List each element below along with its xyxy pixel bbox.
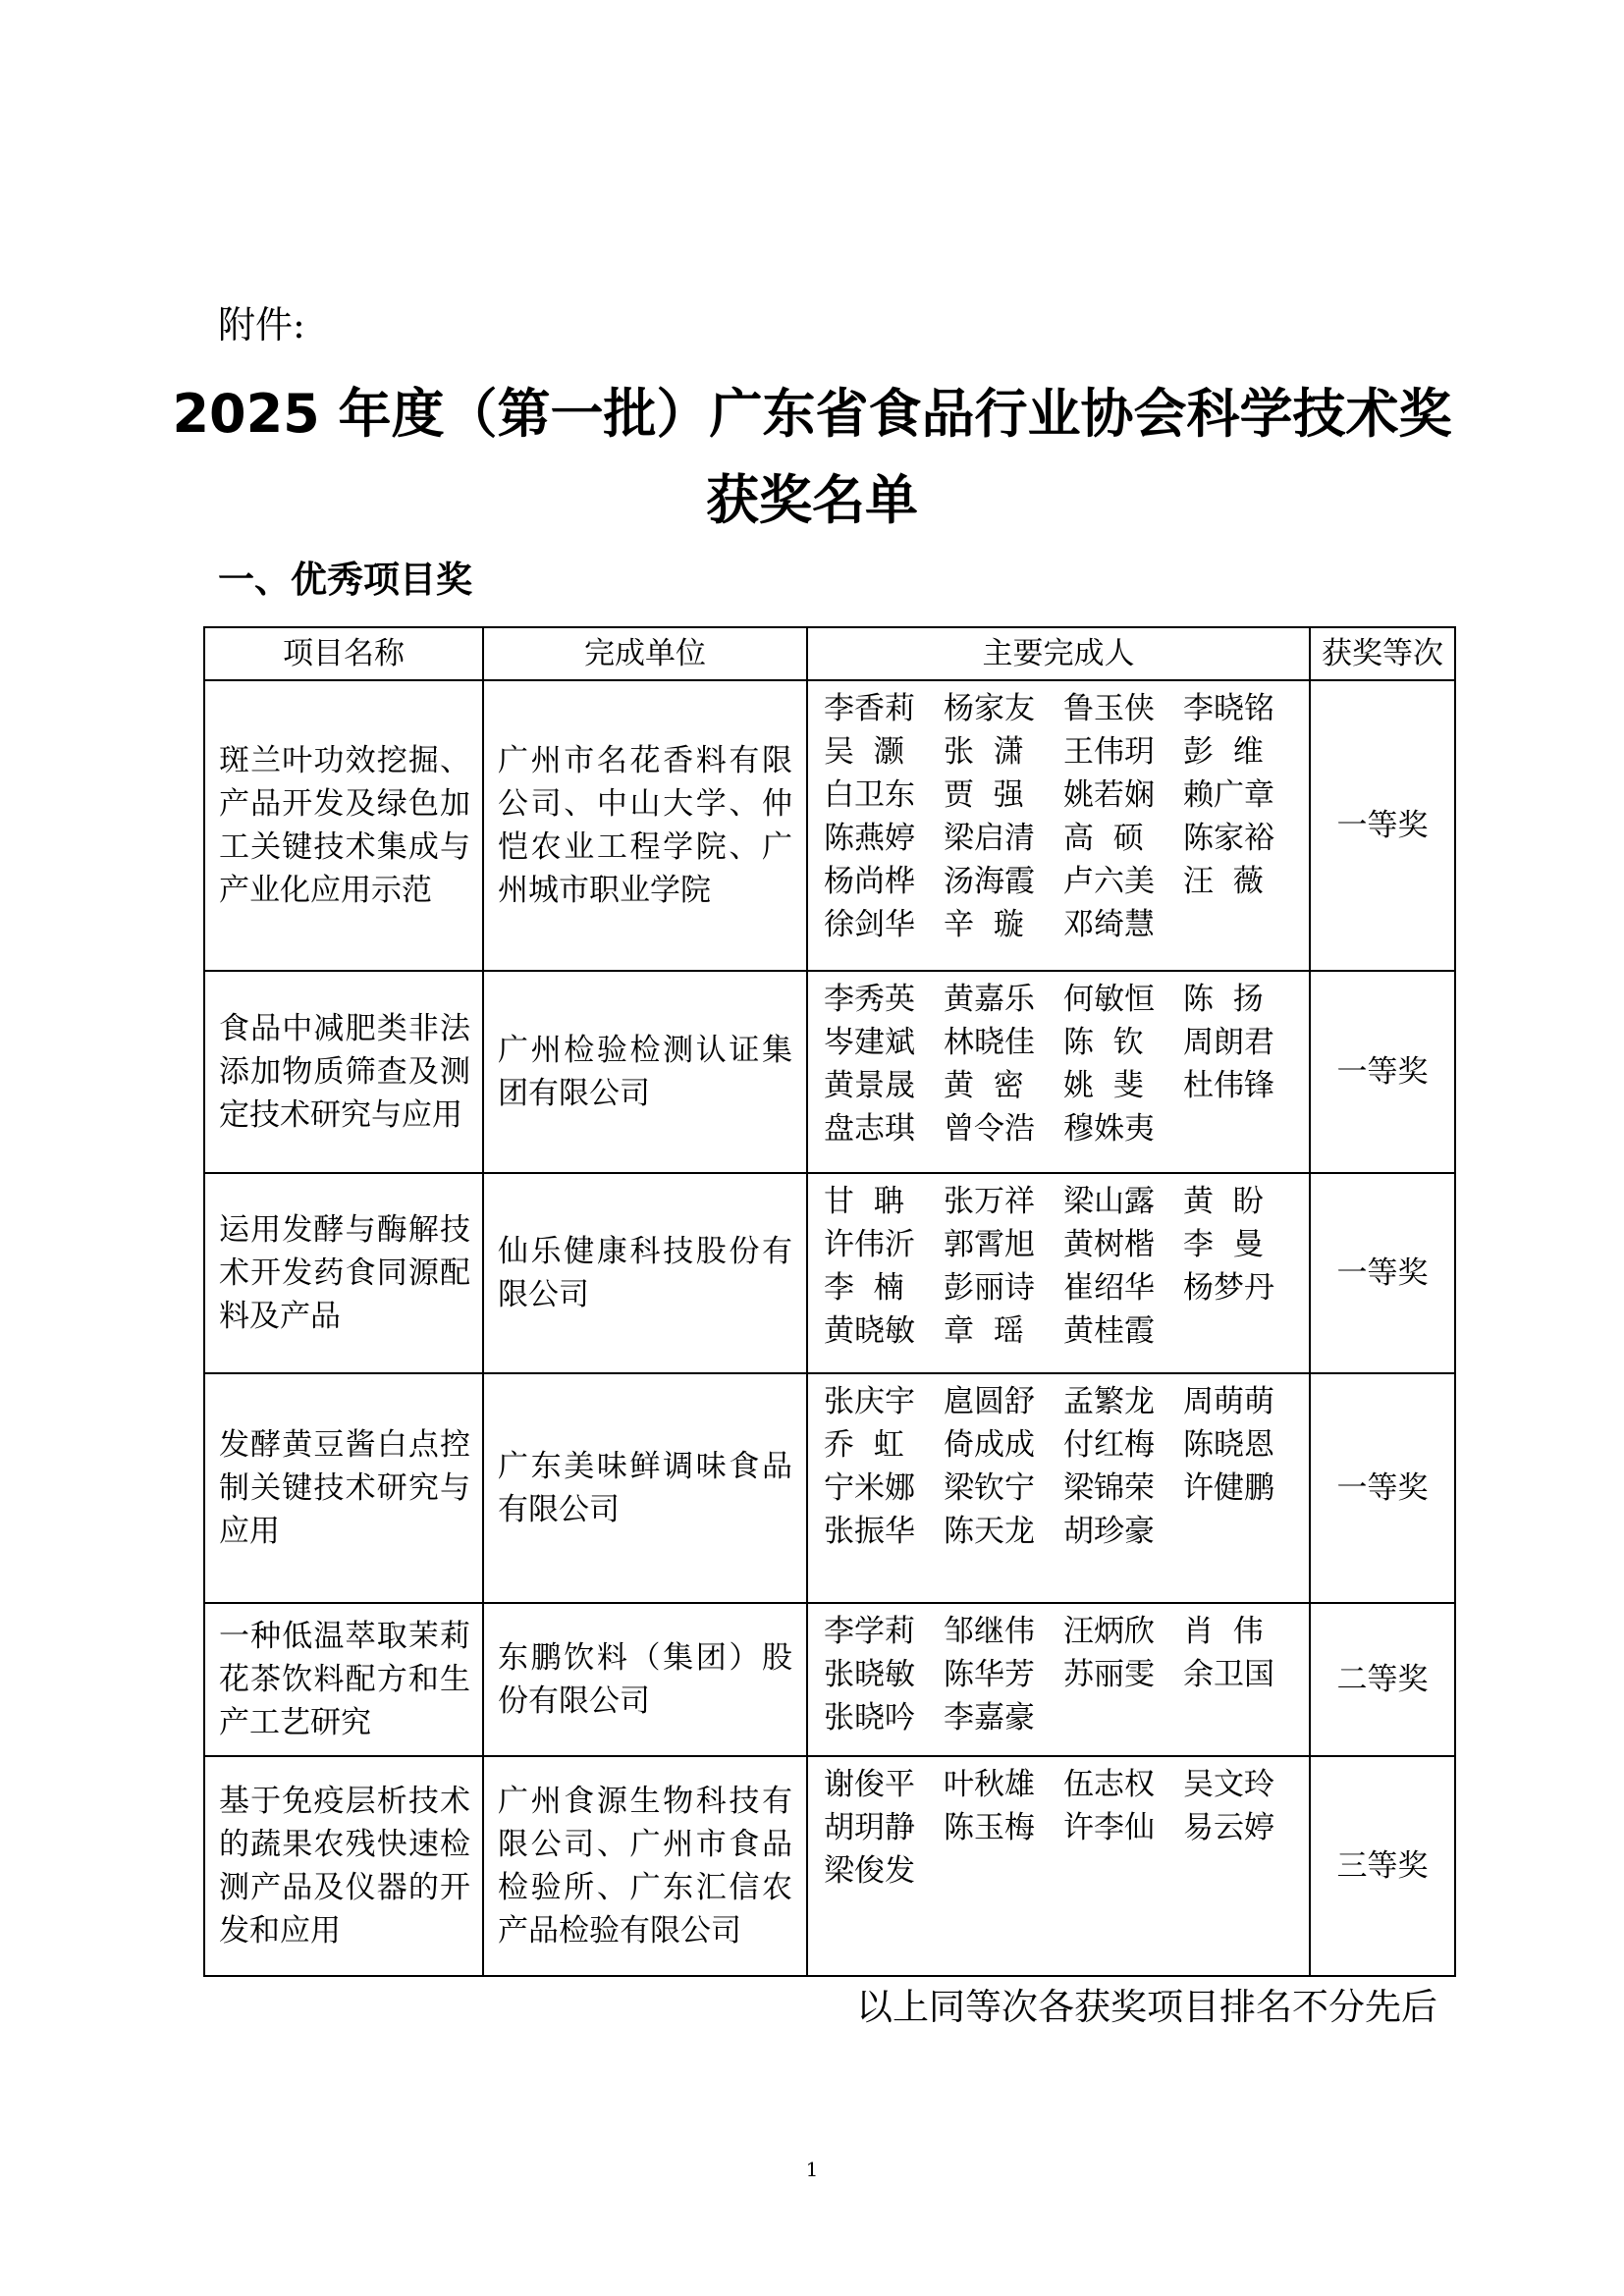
award-grade: 一等奖: [1310, 971, 1455, 1173]
contributor-name: 乔 虹: [824, 1427, 904, 1463]
table-row: [204, 1173, 1455, 1373]
contributor-name: 张振华: [824, 1514, 915, 1549]
contributor-name: 彭丽诗: [944, 1270, 1035, 1306]
contributor-name: 白卫东: [824, 777, 915, 813]
contributor-name: 胡玥静: [824, 1810, 915, 1845]
project-name: 运用发酵与酶解技术开发药食同源配料及产品: [204, 1173, 483, 1373]
completing-unit: 东鹏饮料（集团）股份有限公司: [483, 1603, 807, 1756]
award-grade: 一等奖: [1310, 1373, 1455, 1603]
contributor-name: 许健鹏: [1183, 1470, 1274, 1506]
contributor-name: 叶秋雄: [944, 1767, 1035, 1802]
column-header-persons: 主要完成人: [807, 627, 1310, 680]
contributor-name: 盘志琪: [824, 1111, 915, 1147]
table-row: [204, 1603, 1455, 1756]
table-row: [204, 1373, 1455, 1603]
contributor-name: 姚 斐: [1063, 1068, 1144, 1103]
award-grade: 二等奖: [1310, 1603, 1455, 1756]
table-row: [204, 680, 1455, 971]
contributor-name: 肖 伟: [1183, 1614, 1264, 1649]
contributor-name: 陈家裕: [1183, 821, 1274, 856]
main-contributors: [807, 971, 1310, 1173]
contributor-name: 许李仙: [1063, 1810, 1155, 1845]
column-header-project: 项目名称: [204, 627, 483, 680]
table-header-row: [204, 627, 1455, 680]
contributor-name: 孟繁龙: [1063, 1384, 1155, 1419]
award-rows: [204, 680, 1455, 1976]
contributor-name: 苏丽雯: [1063, 1657, 1155, 1692]
contributor-name: 易云婷: [1183, 1810, 1274, 1845]
contributor-name: 曾令浩: [944, 1111, 1035, 1147]
contributor-name: 黄晓敏: [824, 1313, 915, 1349]
contributor-name: 胡珍豪: [1063, 1514, 1155, 1549]
section-heading: 一、优秀项目奖: [218, 559, 472, 601]
contributor-name: 陈天龙: [944, 1514, 1035, 1549]
contributor-name: 徐剑华: [824, 907, 915, 942]
contributor-list: [820, 978, 1299, 1150]
contributor-name: 周萌萌: [1183, 1384, 1274, 1419]
project-name: 发酵黄豆酱白点控制关键技术研究与应用: [204, 1373, 483, 1603]
main-contributors: [807, 1173, 1310, 1373]
contributor-name: 周朗君: [1183, 1025, 1274, 1060]
contributor-name: 黄 盼: [1183, 1184, 1264, 1219]
contributor-name: 许伟沂: [824, 1227, 915, 1262]
contributor-name: 李香莉: [824, 691, 915, 726]
contributor-name: 甘 聃: [824, 1184, 904, 1219]
contributor-name: 张万祥: [944, 1184, 1035, 1219]
contributor-name: 汪炳欣: [1063, 1614, 1155, 1649]
contributor-name: 彭 维: [1183, 734, 1264, 770]
contributor-name: 黄树楷: [1063, 1227, 1155, 1262]
contributor-list: [820, 1380, 1299, 1553]
contributor-name: 谢俊平: [824, 1767, 915, 1802]
contributor-name: 高 硕: [1063, 821, 1144, 856]
page-number: 1: [805, 2158, 819, 2181]
award-grade: 一等奖: [1310, 680, 1455, 971]
contributor-name: 李 曼: [1183, 1227, 1264, 1262]
contributor-name: 张庆宇: [824, 1384, 915, 1419]
contributor-name: 吴文玲: [1183, 1767, 1274, 1802]
contributor-list: [820, 1180, 1299, 1353]
contributor-name: 吴 灏: [824, 734, 904, 770]
contributor-name: 汪 薇: [1183, 864, 1264, 899]
contributor-name: 黄桂霞: [1063, 1313, 1155, 1349]
contributor-name: 王伟玥: [1063, 734, 1155, 770]
project-name: 斑兰叶功效挖掘、产品开发及绿色加工关键技术集成与产业化应用示范: [204, 680, 483, 971]
main-contributors: [807, 1373, 1310, 1603]
main-contributors: [807, 680, 1310, 971]
project-name: 一种低温萃取茉莉花茶饮料配方和生产工艺研究: [204, 1603, 483, 1756]
contributor-name: 李学莉: [824, 1614, 915, 1649]
contributor-name: 付红梅: [1063, 1427, 1155, 1463]
contributor-name: 李 楠: [824, 1270, 904, 1306]
ranking-note: 以上同等次各获奖项目排名不分先后: [856, 1986, 1437, 2028]
completing-unit: 广东美味鲜调味食品有限公司: [483, 1373, 807, 1603]
completing-unit: 广州检验检测认证集团有限公司: [483, 971, 807, 1173]
document-subtitle: 获奖名单: [706, 469, 918, 531]
contributor-name: 邹继伟: [944, 1614, 1035, 1649]
award-grade: 三等奖: [1310, 1756, 1455, 1976]
contributor-name: 卢六美: [1063, 864, 1155, 899]
table-row: [204, 1756, 1455, 1976]
contributor-name: 辛 璇: [944, 907, 1024, 942]
contributor-name: 黄嘉乐: [944, 982, 1035, 1017]
contributor-name: 赖广章: [1183, 777, 1274, 813]
contributor-name: 黄 密: [944, 1068, 1024, 1103]
contributor-list: [820, 687, 1299, 946]
column-header-unit: 完成单位: [483, 627, 807, 680]
contributor-name: 穆姝夷: [1063, 1111, 1155, 1147]
contributor-name: 陈 扬: [1183, 982, 1264, 1017]
contributor-name: 崔绍华: [1063, 1270, 1155, 1306]
awards-table: [203, 626, 1456, 1977]
project-name: 基于免疫层析技术的蔬果农残快速检测产品及仪器的开发和应用: [204, 1756, 483, 1976]
contributor-list: [820, 1763, 1299, 1893]
contributor-name: 梁锦荣: [1063, 1470, 1155, 1506]
completing-unit: 广州市名花香料有限公司、中山大学、仲恺农业工程学院、广州城市职业学院: [483, 680, 807, 971]
contributor-name: 张 潇: [944, 734, 1024, 770]
contributor-name: 伍志权: [1063, 1767, 1155, 1802]
contributor-name: 倚成成: [944, 1427, 1035, 1463]
contributor-name: 杨尚桦: [824, 864, 915, 899]
contributor-name: 陈燕婷: [824, 821, 915, 856]
contributor-name: 余卫国: [1183, 1657, 1274, 1692]
contributor-name: 梁钦宁: [944, 1470, 1035, 1506]
contributor-name: 何敏恒: [1063, 982, 1155, 1017]
contributor-name: 陈 钦: [1063, 1025, 1144, 1060]
completing-unit: 广州食源生物科技有限公司、广州市食品检验所、广东汇信农产品检验有限公司: [483, 1756, 807, 1976]
contributor-name: 郭霄旭: [944, 1227, 1035, 1262]
contributor-name: 贾 强: [944, 777, 1024, 813]
contributor-name: 扈圆舒: [944, 1384, 1035, 1419]
contributor-name: 陈玉梅: [944, 1810, 1035, 1845]
contributor-name: 梁启清: [944, 821, 1035, 856]
main-contributors: [807, 1603, 1310, 1756]
contributor-name: 李晓铭: [1183, 691, 1274, 726]
contributor-name: 姚若娴: [1063, 777, 1155, 813]
contributor-name: 李嘉豪: [944, 1700, 1035, 1735]
contributor-name: 杨家友: [944, 691, 1035, 726]
contributor-name: 林晓佳: [944, 1025, 1035, 1060]
contributor-list: [820, 1610, 1299, 1739]
contributor-name: 张晓敏: [824, 1657, 915, 1692]
contributor-name: 黄景晟: [824, 1068, 915, 1103]
contributor-name: 陈华芳: [944, 1657, 1035, 1692]
contributor-name: 邓绮慧: [1063, 907, 1155, 942]
contributor-name: 张晓吟: [824, 1700, 915, 1735]
contributor-name: 杨梦丹: [1183, 1270, 1274, 1306]
contributor-name: 陈晓恩: [1183, 1427, 1274, 1463]
table-row: [204, 971, 1455, 1173]
contributor-name: 汤海霞: [944, 864, 1035, 899]
completing-unit: 仙乐健康科技股份有限公司: [483, 1173, 807, 1373]
contributor-name: 章 瑶: [944, 1313, 1024, 1349]
contributor-name: 梁俊发: [824, 1853, 915, 1889]
contributor-name: 鲁玉侠: [1063, 691, 1155, 726]
attachment-label: 附件:: [218, 303, 305, 347]
award-grade: 一等奖: [1310, 1173, 1455, 1373]
project-name: 食品中减肥类非法添加物质筛查及测定技术研究与应用: [204, 971, 483, 1173]
contributor-name: 梁山露: [1063, 1184, 1155, 1219]
column-header-grade: 获奖等次: [1310, 627, 1455, 680]
document-title: 2025 年度（第一批）广东省食品行业协会科学技术奖: [172, 383, 1452, 445]
contributor-name: 岑建斌: [824, 1025, 915, 1060]
contributor-name: 杜伟锋: [1183, 1068, 1274, 1103]
contributor-name: 宁米娜: [824, 1470, 915, 1506]
contributor-name: 李秀英: [824, 982, 915, 1017]
main-contributors: [807, 1756, 1310, 1976]
